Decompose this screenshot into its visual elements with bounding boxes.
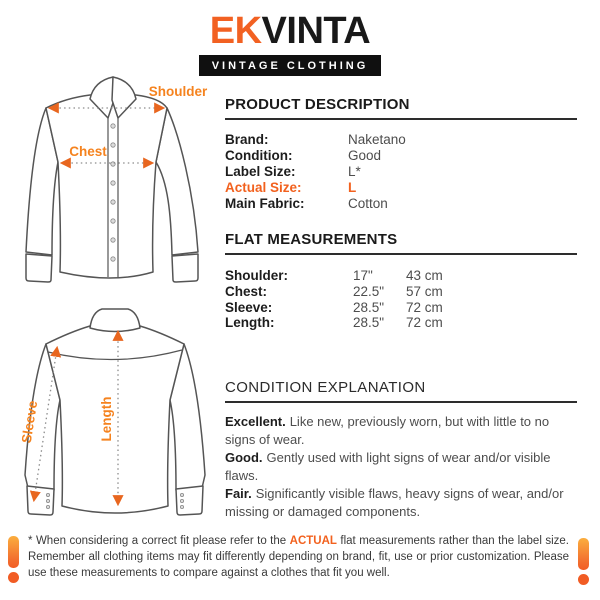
logo-ek: EK (209, 10, 262, 52)
condition-term: Excellent. (225, 414, 286, 429)
condition-item-good (225, 449, 577, 485)
fit-disclaimer-note (28, 533, 569, 581)
field-row-main-fabric (225, 196, 577, 212)
condition-explanation-title: CONDITION EXPLANATION (225, 379, 577, 403)
measure-cm: 72 cm (406, 299, 443, 315)
measure-inches: 28.5" (353, 299, 385, 315)
field-row-label-size (225, 164, 577, 180)
measure-inches: 22.5" (353, 283, 385, 299)
field-label: Brand: (225, 132, 269, 147)
sleeve-arrow-label: Sleeve (18, 399, 41, 445)
field-row-brand (225, 132, 577, 148)
field-value: Cotton (348, 196, 388, 211)
length-arrow-label: Length (99, 396, 114, 442)
footnote-highlight: ACTUAL (289, 535, 337, 547)
shirt-front-diagram (8, 66, 218, 303)
flat-measurements-section (225, 231, 577, 331)
field-row-condition (225, 148, 577, 164)
field-value: Good (348, 148, 382, 163)
front-right-cuff (172, 254, 198, 282)
shoulder-arrow-label: Shoulder (148, 84, 208, 99)
back-left-cuff (27, 486, 54, 515)
field-value: L* (348, 164, 361, 179)
measure-inches: 17" (353, 268, 373, 283)
field-label: Actual Size: (225, 180, 302, 195)
measure-label: Shoulder: (225, 268, 288, 283)
measure-label: Chest: (225, 283, 268, 299)
measure-row-length (225, 315, 577, 331)
exclamation-icon (8, 536, 19, 583)
condition-text: Significantly visible flaws, heavy signs of wear, and/or missing or damaged components. (225, 486, 564, 519)
measure-row-shoulder (225, 268, 577, 284)
flat-measurements-title: FLAT MEASUREMENTS (225, 231, 577, 255)
product-description-title: PRODUCT DESCRIPTION (225, 96, 577, 120)
field-value: Naketano (348, 132, 406, 147)
back-right-cuff (176, 486, 203, 515)
measure-label: Length: (225, 315, 275, 331)
condition-explanation-section (225, 379, 577, 521)
measure-cm: 57 cm (406, 283, 443, 299)
condition-term: Fair. (225, 486, 252, 501)
logo-vinta: VINTA (261, 10, 371, 52)
condition-term: Good. (225, 450, 263, 465)
measure-cm: 72 cm (406, 315, 443, 331)
product-description-section (225, 96, 577, 212)
shirt-back-diagram (8, 300, 218, 528)
field-row-actual-size (225, 180, 577, 196)
measure-inches: 28.5" (353, 315, 385, 331)
exclamation-icon (578, 538, 589, 585)
measure-row-sleeve (225, 300, 577, 316)
condition-item-excellent (225, 413, 577, 449)
condition-item-fair (225, 485, 577, 521)
condition-text: Like new, previously worn, but with little to no signs of wear. (225, 414, 550, 447)
back-collar (90, 309, 140, 332)
field-label: Label Size: (225, 164, 296, 179)
measure-label: Sleeve: (225, 299, 273, 315)
measure-cm: 43 cm (406, 268, 443, 283)
front-left-cuff (26, 254, 52, 282)
measure-row-chest (225, 284, 577, 300)
footnote-suffix: flat measurements rather than the label size. Remember all clothing items may fit differently depending on brand, fit, use or prior customization. Please use these measurements to compare against a clothes that fit you well. (28, 535, 569, 579)
footnote-prefix: * When considering a correct fit please refer to the (28, 535, 290, 547)
brand-tagline-banner: VINTAGE CLOTHING (199, 55, 382, 76)
condition-text: Gently used with light signs of wear and/or visible flaws. (225, 450, 551, 483)
field-label: Main Fabric: (225, 196, 305, 211)
brand-logo (199, 12, 382, 52)
field-label: Condition: (225, 148, 293, 163)
field-value: L (348, 180, 357, 195)
front-body (46, 95, 167, 278)
chest-arrow-label: Chest (69, 144, 107, 159)
